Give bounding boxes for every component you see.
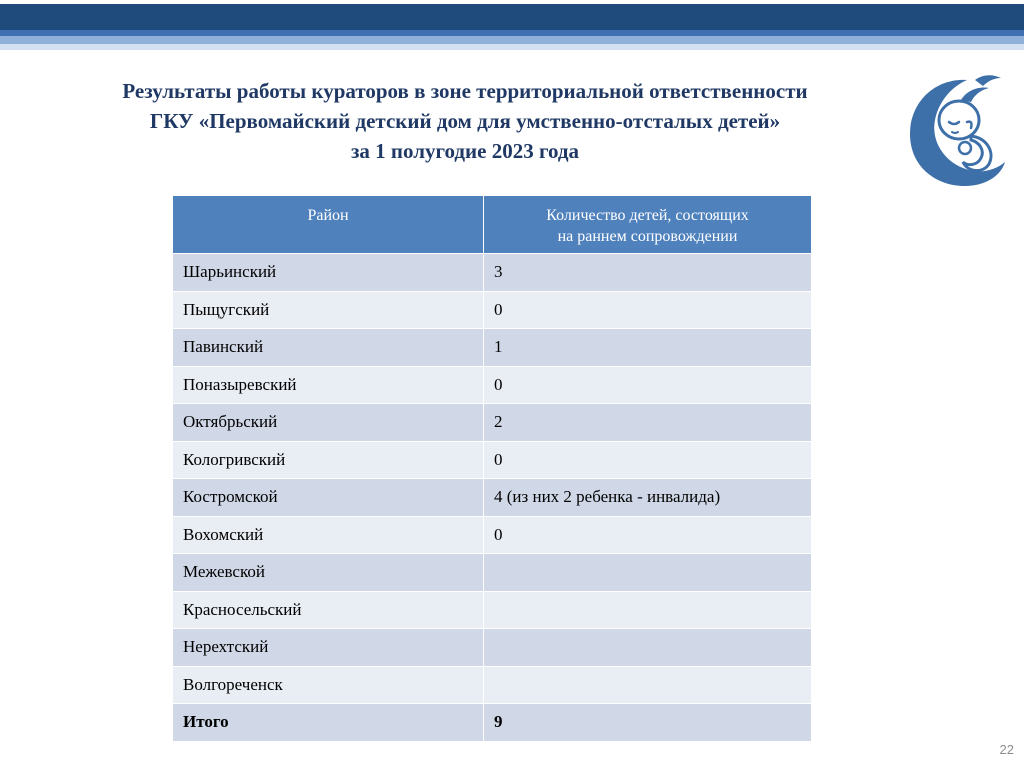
- count-cell: 4 (из них 2 ребенка - инвалида): [484, 479, 812, 517]
- title-line-2: ГКУ «Первомайский детский дом для умственно-отсталых детей»: [149, 109, 781, 133]
- count-cell: 0: [484, 441, 812, 479]
- header-count: [484, 196, 812, 254]
- table-row: [173, 329, 812, 367]
- count-cell: 0: [484, 516, 812, 554]
- district-cell: Нерехтский: [173, 629, 484, 667]
- count-cell: 0: [484, 291, 812, 329]
- top-band-light: [0, 36, 1024, 44]
- count-cell: 3: [484, 254, 812, 292]
- district-cell: Волгореченск: [173, 666, 484, 704]
- top-band-pale: [0, 44, 1024, 50]
- table-row: [173, 591, 812, 629]
- district-cell: Поназыревский: [173, 366, 484, 404]
- district-cell: Костромской: [173, 479, 484, 517]
- count-cell: [484, 591, 812, 629]
- total-value: 9: [484, 704, 812, 742]
- page-number: 22: [999, 742, 1014, 757]
- table-row: [173, 404, 812, 442]
- table-row: [173, 479, 812, 517]
- header-district: Район: [173, 196, 484, 254]
- district-cell: Шарьинский: [173, 254, 484, 292]
- title-line-3: за 1 полугодие 2023 года: [350, 139, 580, 163]
- table-row: [173, 629, 812, 667]
- table-row: [173, 254, 812, 292]
- district-cell: Межевской: [173, 554, 484, 592]
- table-header-row: [173, 196, 812, 254]
- table-row: [173, 666, 812, 704]
- header-count-line-1: Количество детей, состоящих: [546, 207, 749, 224]
- district-cell: Вохомский: [173, 516, 484, 554]
- table-row: [173, 516, 812, 554]
- slide-title: [20, 76, 910, 166]
- table-row: [173, 366, 812, 404]
- district-cell: Павинский: [173, 329, 484, 367]
- count-cell: [484, 554, 812, 592]
- count-cell: [484, 629, 812, 667]
- district-cell: Красносельский: [173, 591, 484, 629]
- count-cell: 1: [484, 329, 812, 367]
- table-row: [173, 291, 812, 329]
- total-row: [173, 704, 812, 742]
- district-cell: Кологривский: [173, 441, 484, 479]
- count-cell: 2: [484, 404, 812, 442]
- district-cell: Пыщугский: [173, 291, 484, 329]
- count-cell: 0: [484, 366, 812, 404]
- results-table: [172, 195, 812, 742]
- baby-moon-logo-icon: [905, 68, 1005, 190]
- total-label: Итого: [173, 704, 484, 742]
- table-row: [173, 441, 812, 479]
- title-line-1: Результаты работы кураторов в зоне территориальной ответственности: [122, 79, 808, 103]
- district-cell: Октябрьский: [173, 404, 484, 442]
- table-row: [173, 554, 812, 592]
- count-cell: [484, 666, 812, 704]
- header-count-line-2: на раннем сопровождении: [557, 228, 738, 245]
- top-band-dark: [0, 4, 1024, 30]
